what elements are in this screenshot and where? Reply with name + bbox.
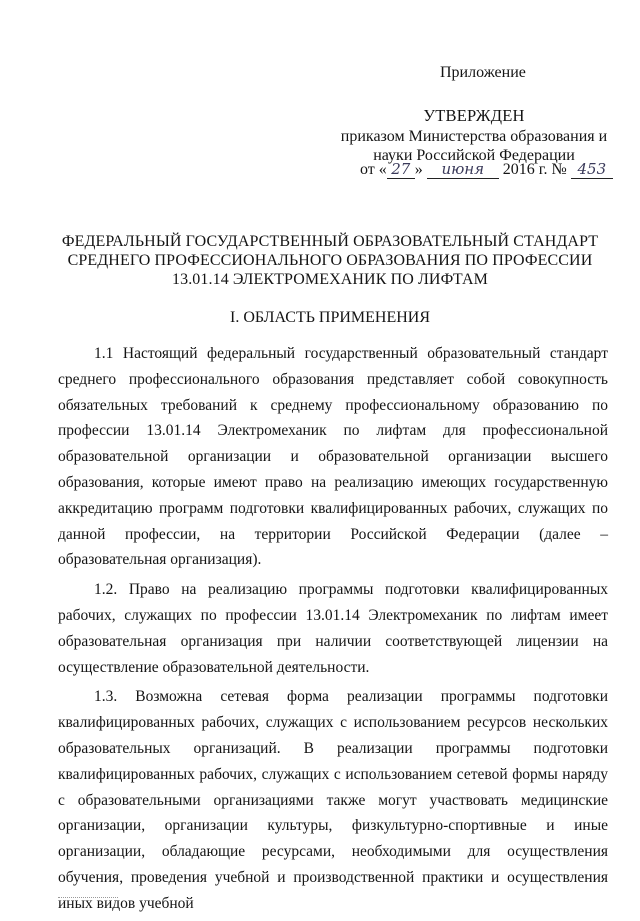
title-line-2: СРЕДНЕГО ПРОФЕССИОНАЛЬНОГО ОБРАЗОВАНИЯ ПО ПРОФЕССИИ	[67, 252, 593, 269]
footer-divider	[58, 897, 118, 901]
title-line-1: ФЕДЕРАЛЬНЫЙ ГОСУДАРСТВЕННЫЙ ОБРАЗОВАТЕЛЬНЫЙ СТАНДАРТ	[61, 233, 599, 250]
title-line-3: 13.01.14 ЭЛЕКТРОМЕХАНИК ПО ЛИФТАМ	[172, 271, 488, 288]
order-line-1: приказом Министерства образования и	[340, 128, 608, 145]
approval-block	[340, 106, 608, 165]
handwritten-order-number: 453	[571, 160, 613, 179]
document-title	[40, 232, 620, 289]
paragraph-1-2: 1.2. Право на реализацию программы подготовки квалифицированных рабочих, служащих по профессии 13.01.14 Электромеханик по лифтам имеет образовательная организация при наличии соответствующей лицензии на осуществление образовательной деятельности.	[58, 581, 608, 676]
body-text	[58, 341, 608, 921]
date-prefix: от «	[360, 161, 387, 178]
paragraph-1-1: 1.1 Настоящий федеральный государственный образовательный стандарт среднего профессионального образования представляет собой совокупность обязательных требований к среднему профессиональному образованию по профессии 13.01.14 Электромеханик по лифтам для профессиональной образовательной организации и образовательной организации высшего образования, которые имеют право на реализацию имеющих государственную аккредитацию программ подготовки квалифицированных рабочих, служащих по данной профессии, на территории Российской Федерации (далее – образовательная организация).	[58, 345, 608, 569]
appendix-label: Приложение	[440, 64, 526, 81]
date-mid: »	[414, 161, 423, 178]
paragraph-1-3: 1.3. Возможна сетевая форма реализации программы подготовки квалифицированных рабочих, служащих с использованием ресурсов нескольких образовательных организаций. В реализации программы подготовки квалифицированных рабочих, служащих с использованием сетевой формы наряду с образовательными организациями также могут участвовать медицинские организации, организации культуры, физкультурно-спортивные и иные организации, обладающие ресурсами, необходимыми для осуществления обучения, проведения учебной и производственной практики и осуществления иных видов учебной	[58, 688, 608, 912]
section-title: I. ОБЛАСТЬ ПРИМЕНЕНИЯ	[229, 309, 431, 326]
order-line-2: науки Российской Федерации	[373, 147, 575, 164]
handwritten-month: июня	[427, 160, 499, 179]
date-year: 2016 г. №	[502, 161, 567, 178]
order-date-line	[360, 160, 613, 179]
approved-heading: УТВЕРЖДЕН	[423, 106, 525, 125]
handwritten-day: 27	[387, 160, 415, 179]
